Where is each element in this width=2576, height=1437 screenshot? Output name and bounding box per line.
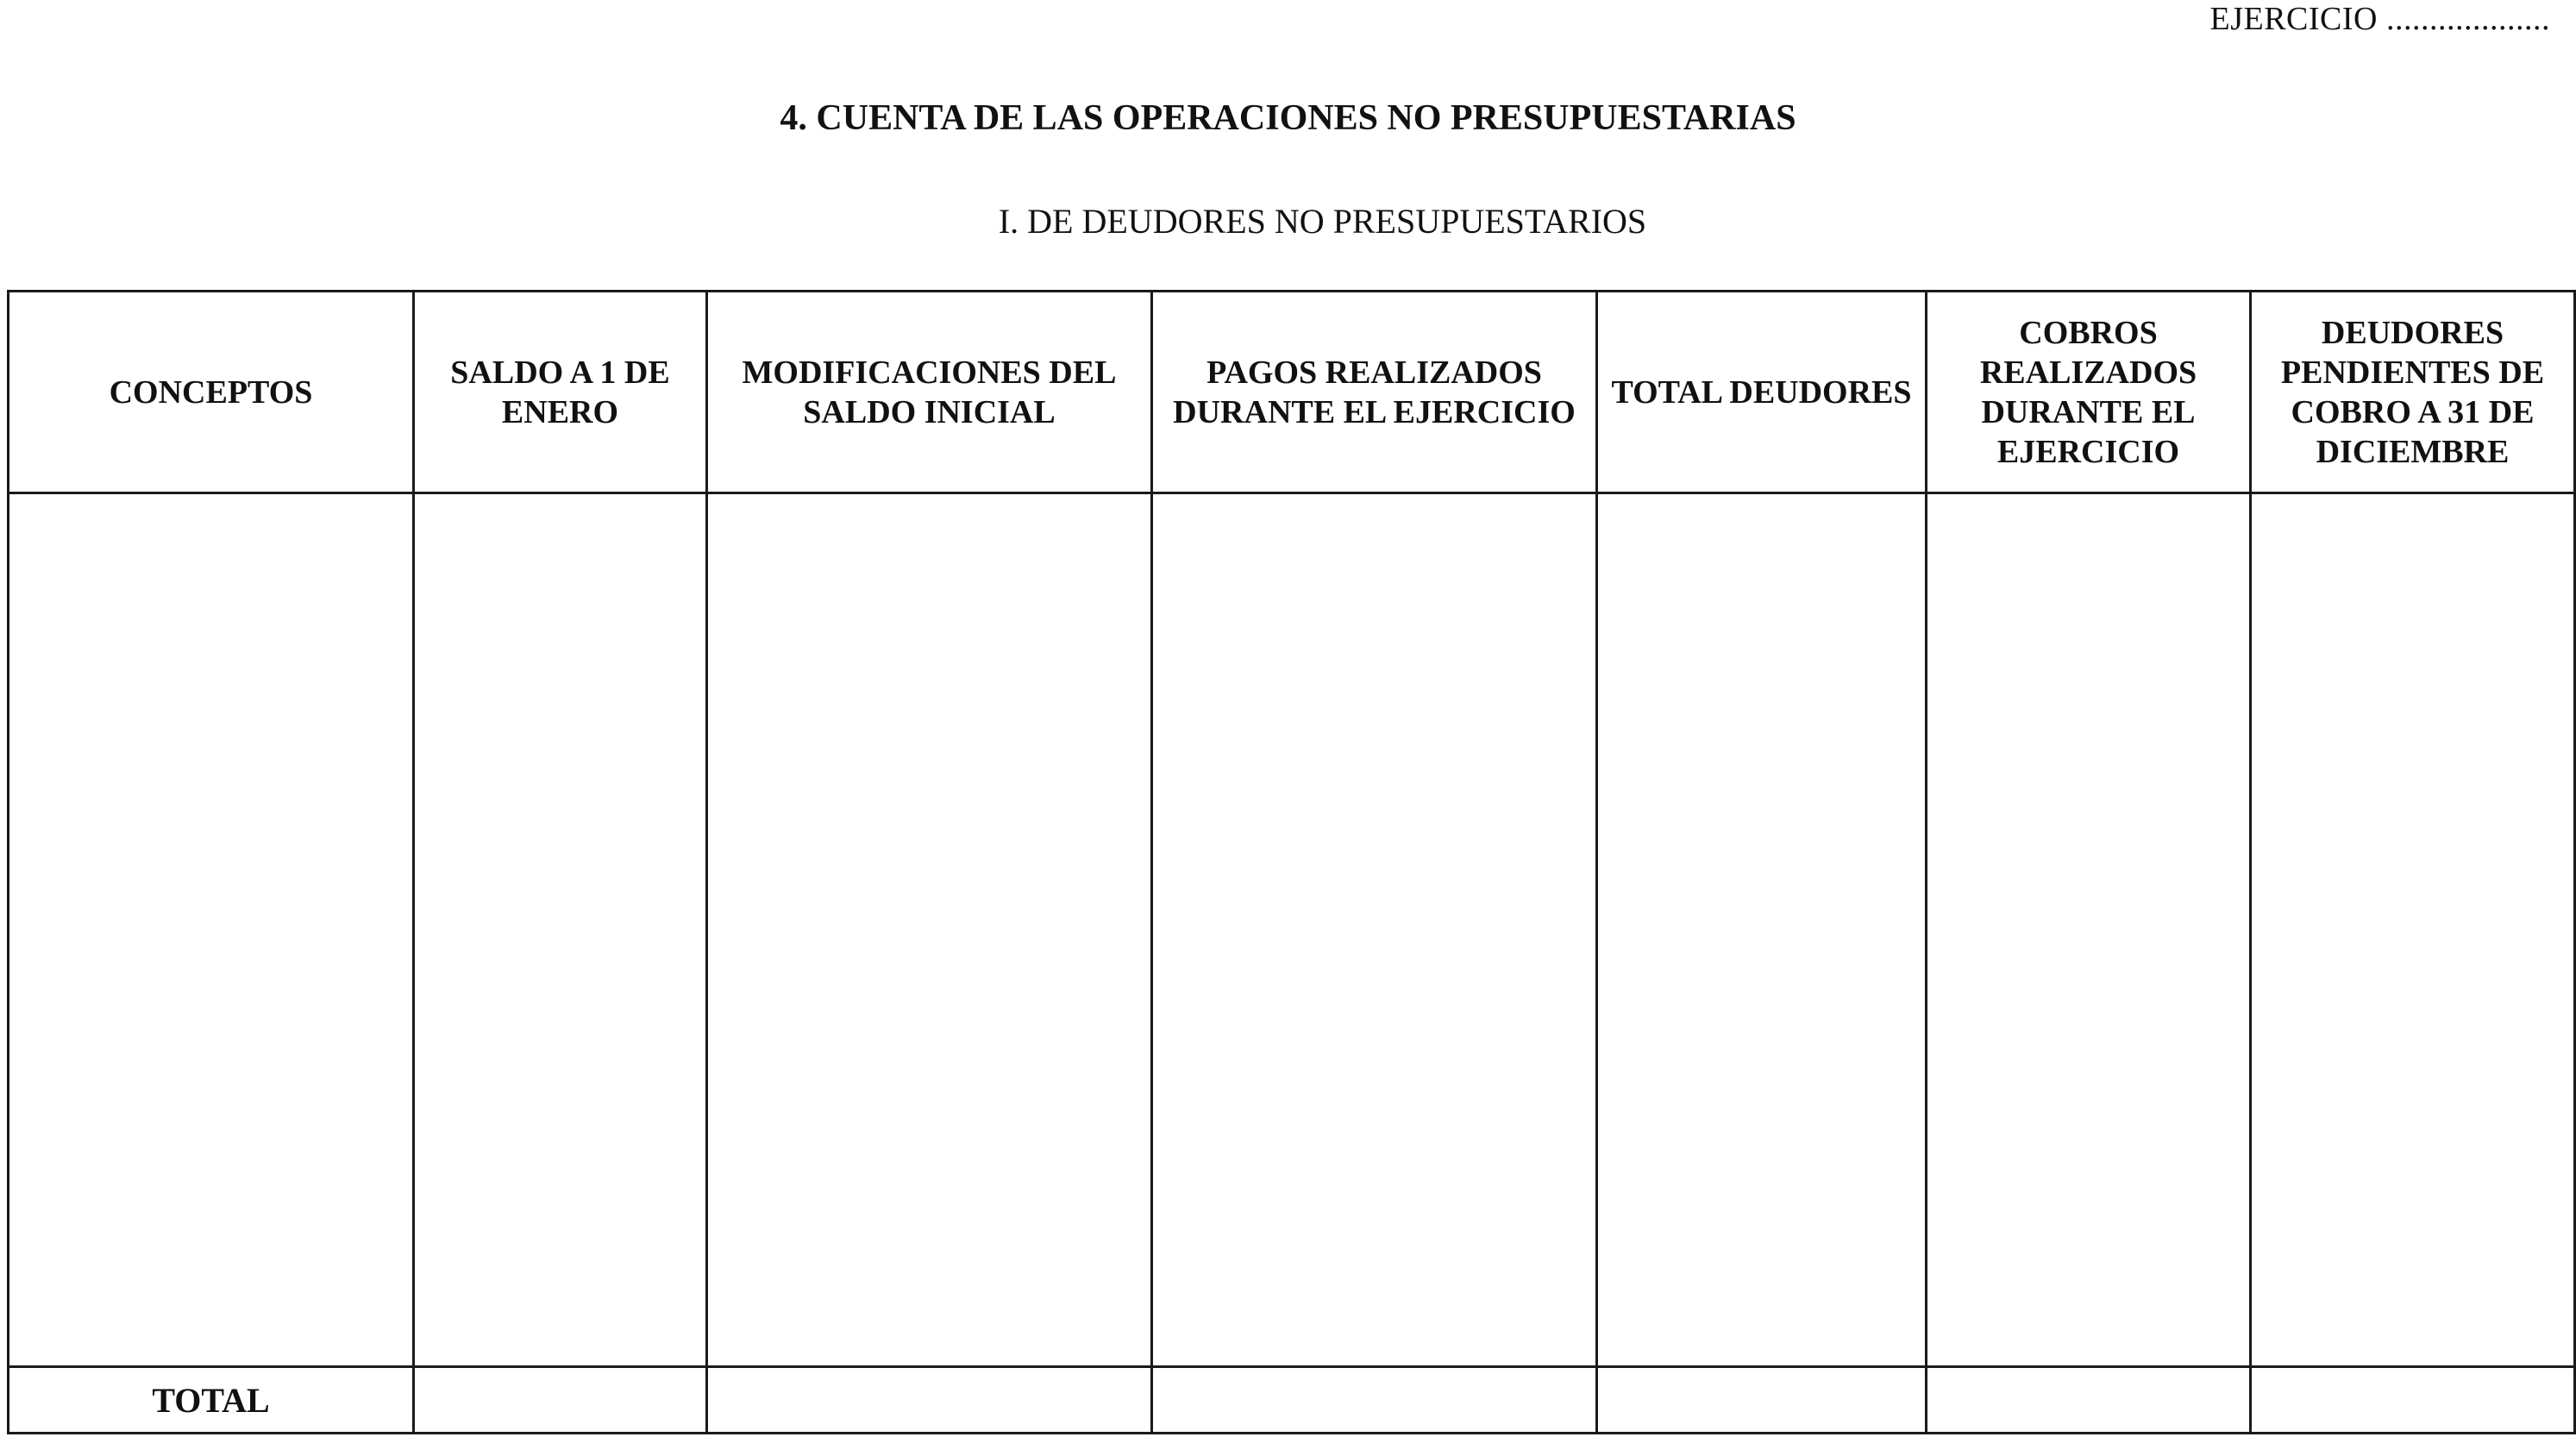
total-saldo-inicial[interactable] [414,1367,707,1434]
total-total-deudores[interactable] [1597,1367,1927,1434]
document-title: 4. CUENTA DE LAS OPERACIONES NO PRESUPUESTARIAS [780,98,1796,138]
total-cobros[interactable] [1927,1367,2251,1434]
section-subtitle: I. DE DEUDORES NO PRESUPUESTARIOS [998,202,1647,241]
column-header-total-deudores: TOTAL DEUDORES [1597,292,1927,493]
total-modificaciones[interactable] [707,1367,1152,1434]
cell-cobros[interactable] [1927,493,2251,1367]
column-header-saldo-inicial: SALDO A 1 DE ENERO [414,292,707,493]
deudores-table [7,290,2576,1434]
cell-modificaciones[interactable] [707,493,1152,1367]
column-header-modificaciones: MODIFICACIONES DEL SALDO INICIAL [707,292,1152,493]
table-row [9,493,2575,1367]
total-row [9,1367,2575,1434]
cell-pagos[interactable] [1152,493,1597,1367]
total-pagos[interactable] [1152,1367,1597,1434]
column-header-pendientes: DEUDORES PENDIENTES DE COBRO A 31 DE DICIEMBRE [2251,292,2575,493]
column-header-cobros: COBROS REALIZADOS DURANTE EL EJERCICIO [1927,292,2251,493]
cell-pendientes[interactable] [2251,493,2575,1367]
column-header-conceptos: CONCEPTOS [9,292,414,493]
total-label: TOTAL [9,1367,414,1434]
cell-total-deudores[interactable] [1597,493,1927,1367]
column-header-pagos: PAGOS REALIZADOS DURANTE EL EJERCICIO [1152,292,1597,493]
total-pendientes[interactable] [2251,1367,2575,1434]
ejercicio-field: EJERCICIO ................... [2209,1,2550,37]
table-header-row [9,292,2575,493]
cell-conceptos[interactable] [9,493,414,1367]
cell-saldo-inicial[interactable] [414,493,707,1367]
